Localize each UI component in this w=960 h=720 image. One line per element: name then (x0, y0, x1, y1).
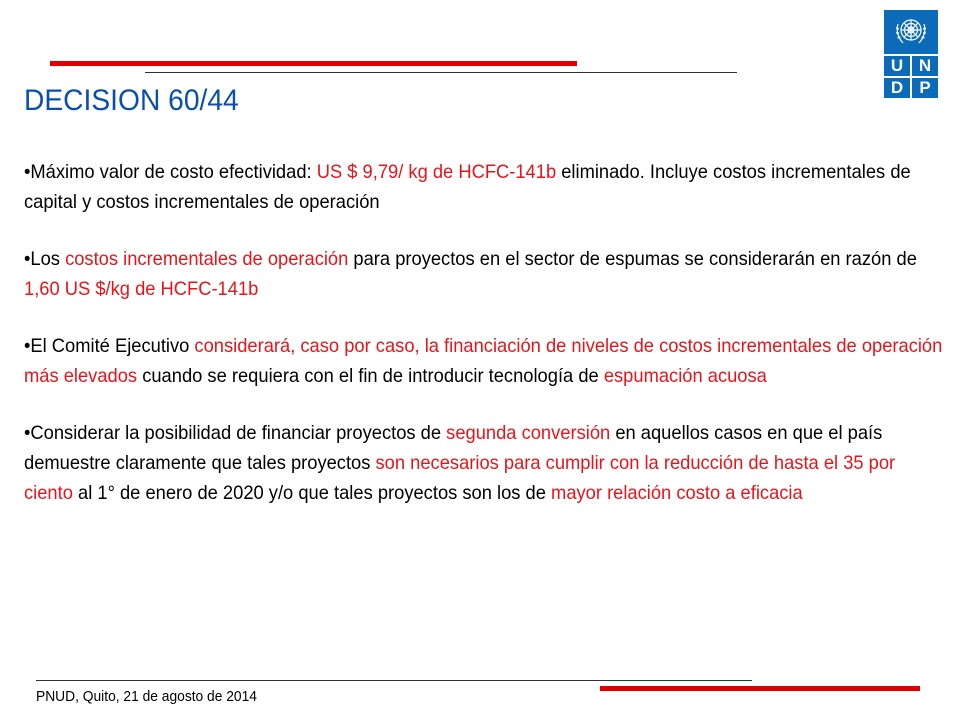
bullet-highlight: costos incrementales de operación (65, 248, 349, 270)
un-emblem-icon (884, 10, 938, 54)
bullet-text: El Comité Ejecutivo (30, 335, 195, 357)
bullet-text: Considerar la posibilidad de financiar proyectos de (30, 422, 447, 444)
bullet-highlight: 1,60 US $/kg de HCFC-141b (24, 278, 259, 300)
bullet-text: en aquellos casos en que el país demuestre claramente que tales proyectos (24, 422, 883, 474)
bullet-highlight: mayor relación costo a eficacia (551, 482, 803, 504)
undp-logo (884, 10, 938, 98)
un-emblem-icon-graphic (891, 12, 931, 52)
top-accent-bar (50, 61, 577, 66)
bullet-list (24, 157, 944, 535)
bullet-highlight: segunda conversión (446, 422, 611, 444)
bullet-text: para proyectos en el sector de espumas se considerarán en razón de (348, 248, 917, 270)
bullet-text: cuando se requiera con el fin de introducir tecnología de (137, 365, 604, 387)
bullet-item: •El Comité Ejecutivo considerará, caso por caso, la financiación de niveles de costos incrementales de operación más elevados cuando se requiera con el fin de introducir tecnología de espumación acuosa (24, 335, 943, 387)
bullet-item: •Considerar la posibilidad de financiar proyectos de segunda conversión en aquellos casos en que el país demuestre claramente que tales proyectos son necesarios para cumplir con la reducción de hasta el 35 por ciento al 1° de enero de 2020 y/o que tales proyectos son los de mayor relación costo a eficacia (24, 422, 896, 504)
footer-text: PNUD, Quito, 21 de agosto de 2014 (36, 688, 257, 705)
bullet-text: eliminado. Incluye costos incrementales de capital y costos incrementales de operación (24, 161, 911, 213)
bullet-text: Máximo valor de costo efectividad: (30, 161, 317, 183)
top-divider (145, 72, 737, 73)
bullet-item: •Máximo valor de costo efectividad: US $ 9,79/ kg de HCFC-141b eliminado. Incluye costos incrementales de capital y costos incrementales de operación (24, 161, 911, 213)
logo-letter-d: D (884, 78, 910, 98)
bullet-text: Los (30, 248, 66, 270)
bottom-accent-bar (600, 686, 920, 691)
bullet-text: al 1° de enero de 2020 y/o que tales proyectos son los de (72, 482, 552, 504)
slide-title: DECISION 60/44 (24, 84, 239, 117)
bullet-highlight: considerará, caso por caso, la financiación de niveles de costos incrementales de operación más elevados (24, 335, 943, 387)
logo-letter-n: N (912, 56, 938, 76)
logo-letter-p: P (912, 78, 938, 98)
bullet-highlight: US $ 9,79/ kg de HCFC-141b (316, 161, 557, 183)
bullet-highlight: son necesarios para cumplir con la reducción de hasta el 35 por ciento (24, 452, 896, 504)
bullet-highlight: espumación acuosa (603, 365, 767, 387)
bullet-item: •Los costos incrementales de operación para proyectos en el sector de espumas se considerarán en razón de 1,60 US $/kg de HCFC-141b (24, 248, 917, 300)
bottom-divider (36, 680, 752, 681)
logo-letter-u: U (884, 56, 910, 76)
